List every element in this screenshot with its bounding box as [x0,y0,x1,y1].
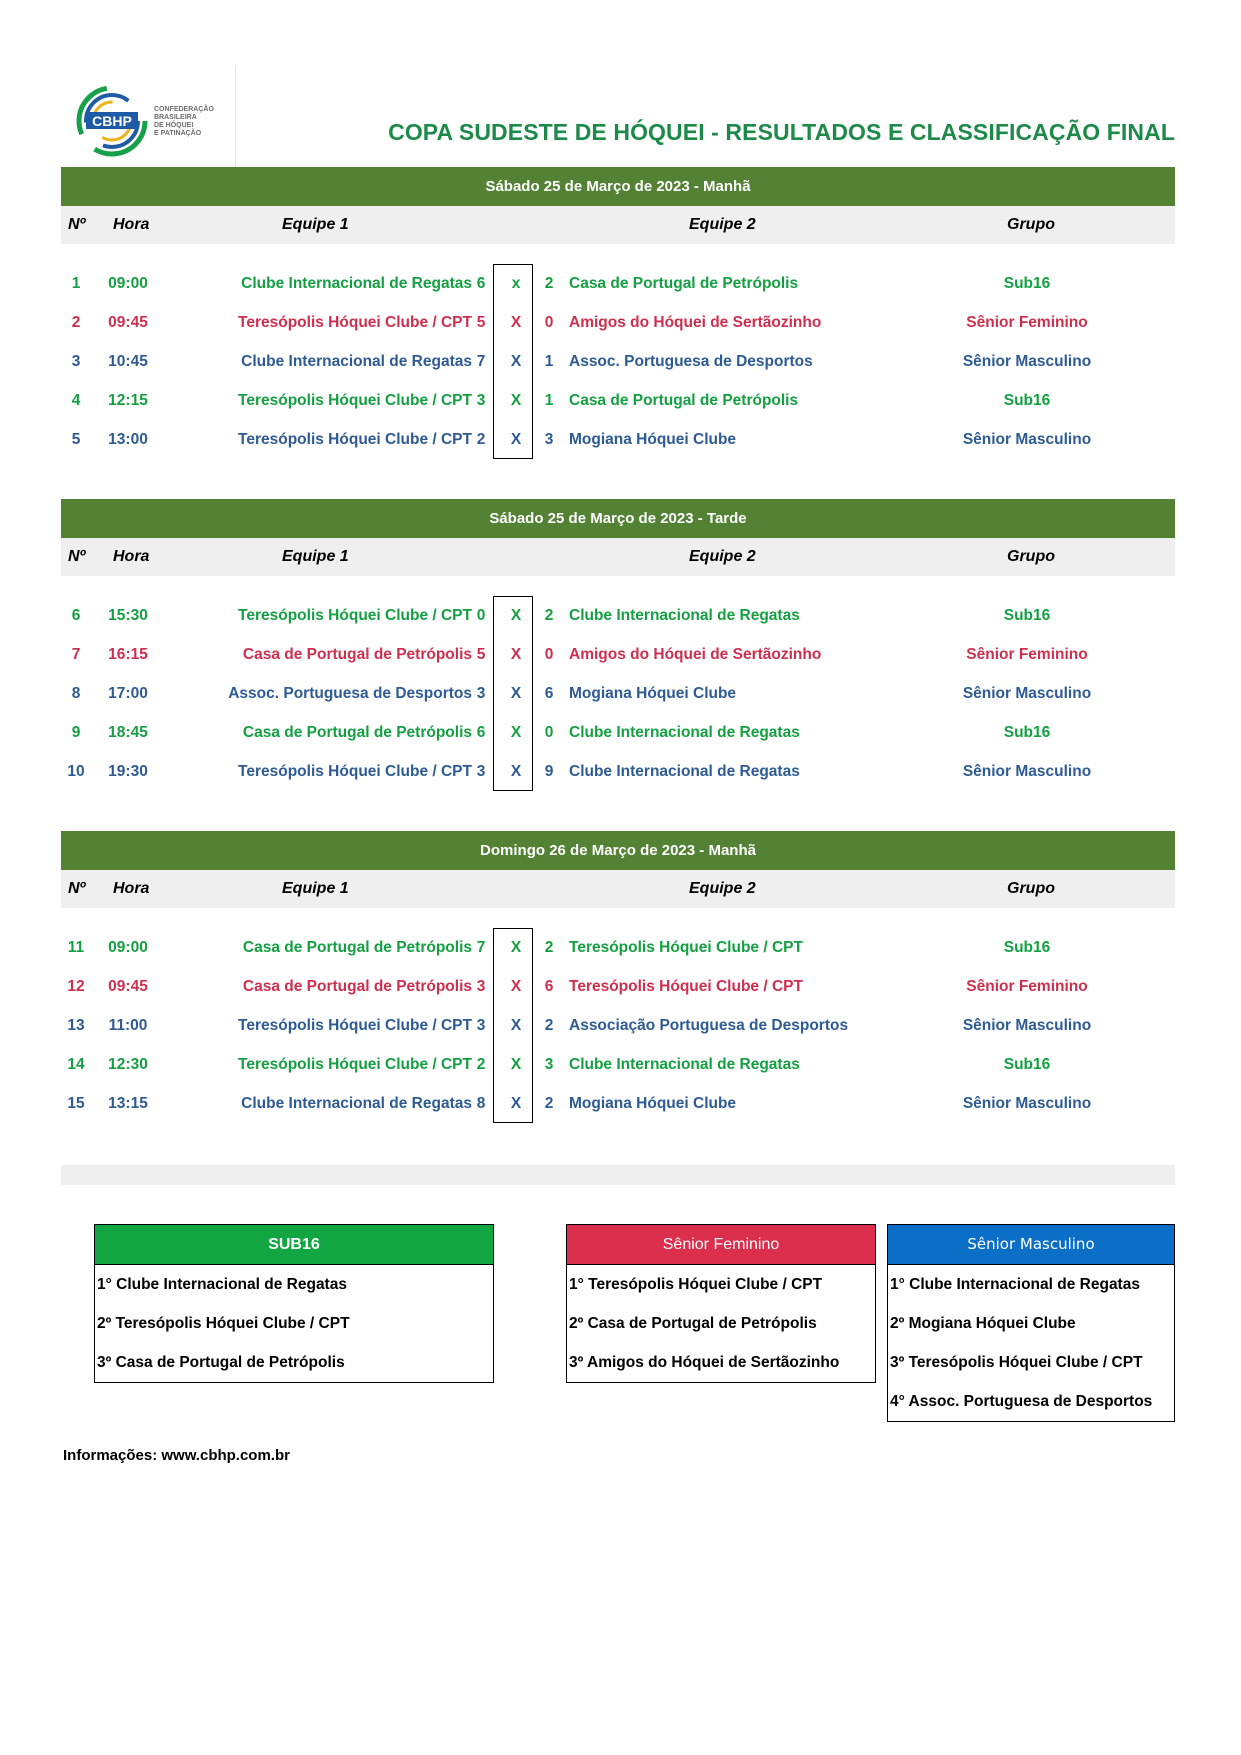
section-header: Sábado 25 de Março de 2023 - Tarde [61,499,1175,538]
standings-row: 3º Casa de Portugal de Petrópolis [97,1354,345,1371]
col-equipe1: Equipe 1 [282,548,349,565]
game-row: 5 13:00 Teresópolis Hóquei Clube / CPT 2 X 3 Mogiana Hóquei Clube Sênior Masculino [71,431,1092,448]
standings-sub16 [94,1224,494,1383]
game-row: 8 17:00 Assoc. Portuguesa de Desportos 3 X 6 Mogiana Hóquei Clube Sênior Masculino [71,685,1092,702]
info-footer: Informações: www.cbhp.com.br [63,1447,290,1464]
document-title: COPA SUDESTE DE HÓQUEI - RESULTADOS E CLASSIFICAÇÃO FINAL [388,119,1175,145]
game-row: 7 16:15 Casa de Portugal de Petrópolis 5 X 0 Amigos do Hóquei de Sertãozinho Sênior Feminino [71,646,1088,663]
col-grupo: Grupo [1007,548,1055,565]
standings-row: 2º Teresópolis Hóquei Clube / CPT [97,1315,350,1332]
logo-org-name: CONFEDERAÇÃO BRASILEIRA DE HÓQUEI E PATINAÇÃO [154,106,214,137]
col-equipe2: Equipe 2 [689,880,756,897]
standings-row: 2º Casa de Portugal de Petrópolis [569,1315,817,1332]
standings-title: Sênior Feminino [567,1225,875,1265]
col-equipe1: Equipe 1 [282,880,349,897]
column-header [61,206,1175,244]
standings-title: Sênior Masculino [888,1225,1174,1265]
col-equipe1: Equipe 1 [282,216,349,233]
standings-senior-masculino [887,1224,1175,1422]
col-grupo: Grupo [1007,880,1055,897]
game-row: 9 18:45 Casa de Portugal de Petrópolis 6 X 0 Clube Internacional de Regatas Sub16 [71,724,1051,741]
game-row: 12 09:45 Casa de Portugal de Petrópolis 3 X 6 Teresópolis Hóquei Clube / CPT Sênior Feminino [67,978,1088,995]
column-header [61,870,1175,908]
game-row: 6 15:30 Teresópolis Hóquei Clube / CPT 0 X 2 Clube Internacional de Regatas Sub16 [71,607,1051,624]
section-header: Domingo 26 de Março de 2023 - Manhã [61,831,1175,870]
col-equipe2: Equipe 2 [689,216,756,233]
standings-row: 1° Clube Internacional de Regatas [97,1276,347,1293]
game-row: 4 12:15 Teresópolis Hóquei Clube / CPT 3 X 1 Casa de Portugal de Petrópolis Sub16 [71,392,1051,409]
section-saturday-morning [61,167,1175,459]
section-sunday-morning [61,831,1175,1123]
standings-row: 1° Clube Internacional de Regatas [890,1276,1140,1293]
col-num: Nº [68,216,86,233]
separator-bar [61,1165,1175,1185]
games-list [61,596,1175,791]
standings-senior-feminino [566,1224,876,1383]
col-hora: Hora [113,548,150,565]
column-header [61,538,1175,576]
game-row: 3 10:45 Clube Internacional de Regatas 7 X 1 Assoc. Portuguesa de Desportos Sênior Masculino [71,353,1092,370]
games-list [61,264,1175,459]
standings-row: 4° Assoc. Portuguesa de Desportos [890,1393,1153,1410]
logo-acronym: CBHP [92,113,132,129]
col-num: Nº [68,548,86,565]
logo-divider [235,66,236,168]
col-grupo: Grupo [1007,216,1055,233]
game-row: 14 12:30 Teresópolis Hóquei Clube / CPT 2 X 3 Clube Internacional de Regatas Sub16 [67,1056,1051,1073]
standings-title: SUB16 [95,1225,493,1265]
game-row: 10 19:30 Teresópolis Hóquei Clube / CPT 3 X 9 Clube Internacional de Regatas Sênior Masculino [67,763,1092,780]
standings-row: 1° Teresópolis Hóquei Clube / CPT [569,1276,823,1293]
game-row: 2 09:45 Teresópolis Hóquei Clube / CPT 5 X 0 Amigos do Hóquei de Sertãozinho Sênior Feminino [71,314,1088,331]
section-saturday-afternoon [61,499,1175,791]
game-row: 13 11:00 Teresópolis Hóquei Clube / CPT 3 X 2 Associação Portuguesa de Desportos Sênior Masculino [67,1017,1092,1034]
col-equipe2: Equipe 2 [689,548,756,565]
games-list [61,928,1175,1123]
standings-row: 3º Amigos do Hóquei de Sertãozinho [569,1354,840,1371]
game-row: 11 09:00 Casa de Portugal de Petrópolis 7 X 2 Teresópolis Hóquei Clube / CPT Sub16 [67,939,1051,956]
standings-row: 3º Teresópolis Hóquei Clube / CPT [890,1354,1143,1371]
standings-row: 2º Mogiana Hóquei Clube [890,1315,1076,1332]
section-header: Sábado 25 de Março de 2023 - Manhã [61,167,1175,206]
col-hora: Hora [113,216,150,233]
game-row: 1 09:00 Clube Internacional de Regatas 6 x 2 Casa de Portugal de Petrópolis Sub16 [71,275,1051,292]
game-row: 15 13:15 Clube Internacional de Regatas 8 X 2 Mogiana Hóquei Clube Sênior Masculino [67,1095,1092,1112]
col-num: Nº [68,880,86,897]
col-hora: Hora [113,880,150,897]
